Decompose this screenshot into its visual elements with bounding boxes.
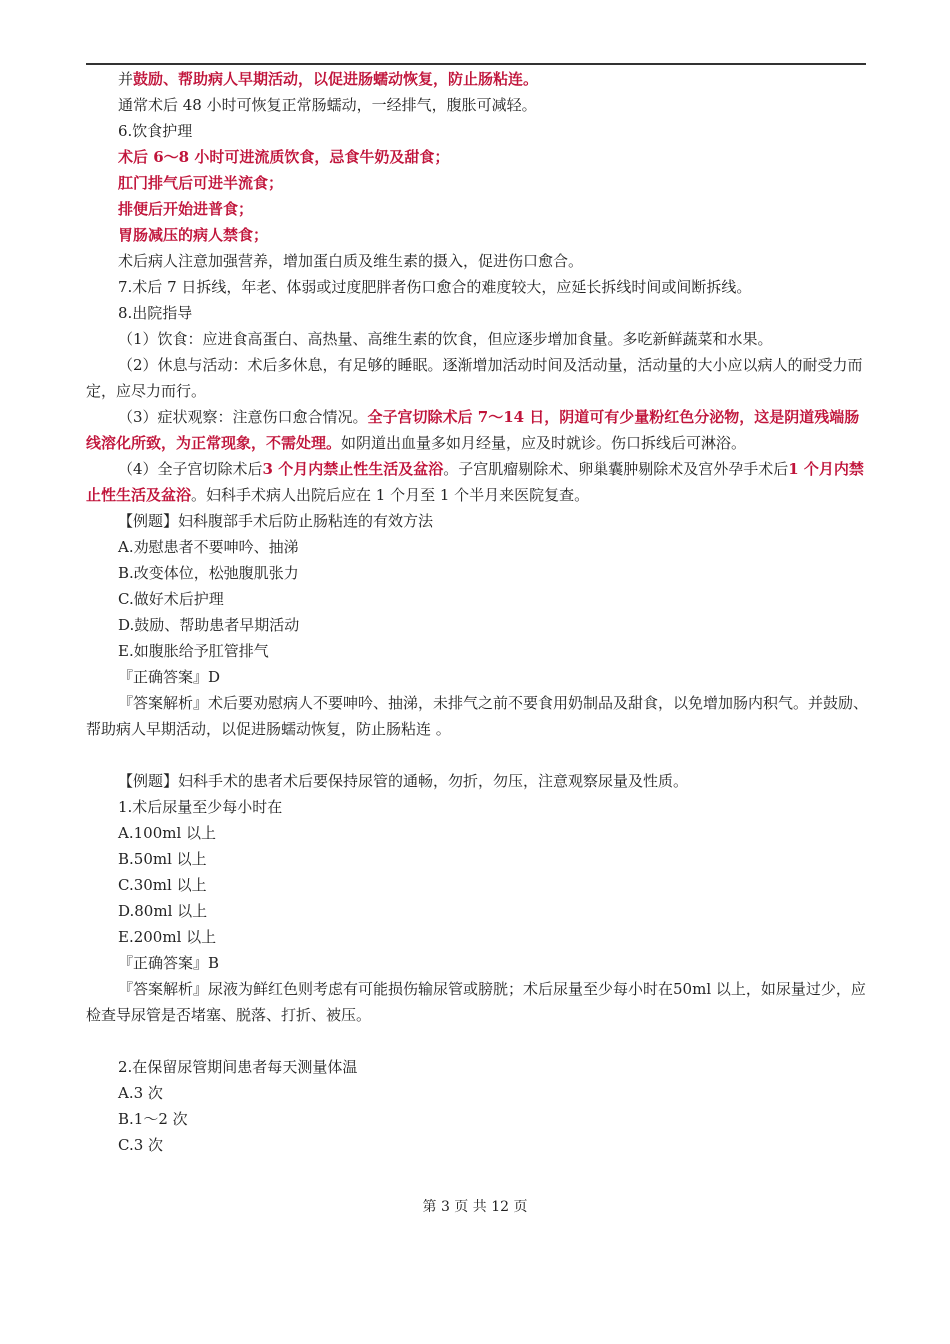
text-line: 术后病人注意加强营养，增加蛋白质及维生素的摄入，促进伤口愈合。	[118, 252, 584, 270]
text-line: 通常术后 48 小时可恢复正常肠蠕动，一经排气，腹胀可减轻。	[118, 96, 537, 114]
emphasis-line: 肛门排气后可进半流食；	[118, 174, 284, 192]
header-rule	[86, 63, 866, 65]
answer-line: 『正确答案』B	[118, 954, 220, 972]
option-item: E.如腹胀给予肛管排气	[118, 642, 269, 660]
paragraph	[86, 404, 868, 456]
text-span: （3）症状观察：注意伤口愈合情况。	[118, 408, 368, 426]
question-stem: 【例题】妇科手术的患者术后要保持尿管的通畅，勿折，勿压，注意观察尿量及性质。	[118, 772, 689, 790]
section-heading: 8.出院指导	[118, 304, 193, 322]
option-item: C.3 次	[118, 1136, 164, 1154]
analysis-paragraph: 『答案解析』尿液为鲜红色则考虑有可能损伤输尿管或膀胱；术后尿量至少每小时在50ml 以上，如尿量过少，应检查导尿管是否堵塞、脱落、打折、被压。	[86, 980, 866, 1024]
option-item: A.3 次	[118, 1084, 163, 1102]
emphasis-text: 3 个月内禁止性生活及盆浴	[262, 460, 444, 478]
section-heading: 6.饮食护理	[118, 122, 193, 140]
text-line: （1）饮食：应进食高蛋白、高热量、高维生素的饮食，但应逐步增加食量。多吃新鲜蔬菜和水果。	[118, 330, 773, 348]
option-item: B.50ml 以上	[118, 850, 207, 868]
option-item: A.劝慰患者不要呻吟、抽涕	[118, 538, 299, 556]
text-span: 如阴道出血量多如月经量，应及时就诊。伤口拆线后可淋浴。	[341, 434, 747, 452]
emphasis-text: 全子宫切除术后 7～14 日，阴道可有少量粉红色分泌物，这是阴道残端肠线溶化所致，为正常现象，不需处理。	[86, 408, 860, 452]
paragraph: （2）休息与活动：术后多休息，有足够的睡眠。逐渐增加活动时间及活动量，活动量的大小应以病人的耐受力而定，应尽力而行。	[86, 356, 863, 400]
text-span: 。子宫肌瘤剔除术、卵巢囊肿剔除术及宫外孕手术后	[443, 460, 789, 478]
option-item: D.80ml 以上	[118, 902, 208, 920]
emphasis-text: 1 个月内禁止性生活及盆浴	[86, 460, 864, 504]
page-footer: 第 3 页 共 12 页	[422, 1199, 528, 1215]
option-item: B.1～2 次	[118, 1110, 188, 1128]
text-line	[86, 66, 868, 92]
option-item: D.鼓励、帮助患者早期活动	[118, 616, 300, 634]
emphasis-line: 术后 6～8 小时可进流质饮食，忌食牛奶及甜食；	[118, 148, 450, 166]
spacer	[86, 1028, 868, 1054]
text-span: 并	[118, 70, 134, 88]
document-body	[86, 66, 868, 1158]
option-item: A.100ml 以上	[118, 824, 217, 842]
option-item: B.改变体位，松弛腹肌张力	[118, 564, 299, 582]
sub-question: 1.术后尿量至少每小时在	[118, 798, 283, 816]
text-span: （4）全子宫切除术后	[118, 460, 263, 478]
answer-line: 『正确答案』D	[118, 668, 221, 686]
emphasis-line: 胃肠减压的病人禁食；	[118, 226, 269, 244]
text-line: 7.术后 7 日拆线，年老、体弱或过度肥胖者伤口愈合的难度较大，应延长拆线时间或间断拆线。	[118, 278, 752, 296]
option-item: C.30ml 以上	[118, 876, 207, 894]
option-item: E.200ml 以上	[118, 928, 217, 946]
spacer	[86, 742, 868, 768]
paragraph	[86, 456, 868, 508]
emphasis-line: 排便后开始进普食；	[118, 200, 254, 218]
analysis-paragraph: 『答案解析』术后要劝慰病人不要呻吟、抽涕，未排气之前不要食用奶制品及甜食，以免增加肠内积气。并鼓励、帮助病人早期活动，以促进肠蠕动恢复，防止肠粘连 。	[86, 694, 869, 738]
question-stem: 【例题】妇科腹部手术后防止肠粘连的有效方法	[118, 512, 434, 530]
option-item: C.做好术后护理	[118, 590, 224, 608]
text-span: 。妇科手术病人出院后应在 1 个月至 1 个半月来医院复查。	[191, 486, 590, 504]
emphasis-text: 鼓励、帮助病人早期活动，以促进肠蠕动恢复，防止肠粘连。	[133, 70, 539, 88]
sub-question: 2.在保留尿管期间患者每天测量体温	[118, 1058, 358, 1076]
